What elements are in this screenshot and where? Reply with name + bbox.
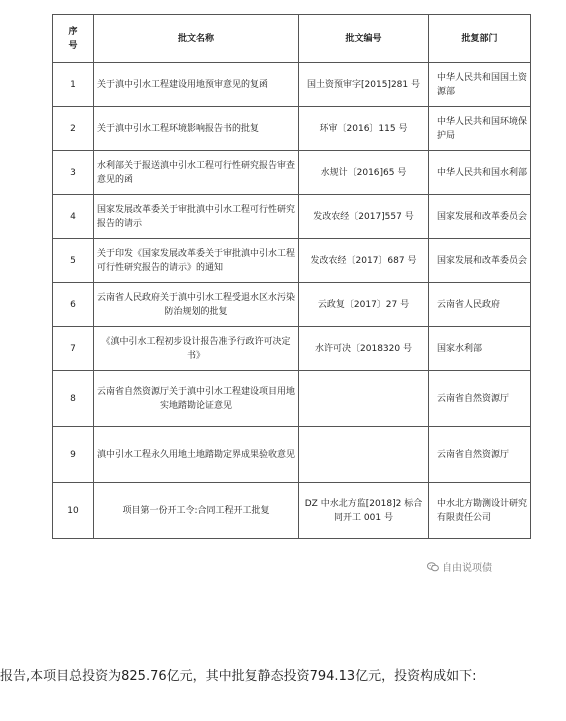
document-name: 云南省自然资源厅关于滇中引水工程建设项目用地实地踏勘论证意见 <box>94 371 299 427</box>
wechat-icon <box>427 562 439 572</box>
table-row <box>53 283 531 327</box>
document-number <box>299 371 429 427</box>
row-number: 4 <box>53 195 94 239</box>
table-row <box>53 151 531 195</box>
header-document-name: 批文名称 <box>94 15 299 63</box>
table-row <box>53 327 531 371</box>
row-number: 7 <box>53 327 94 371</box>
document-name: 滇中引水工程永久用地土地踏勘定界成果验收意见 <box>94 427 299 483</box>
table-row <box>53 239 531 283</box>
document-number <box>299 427 429 483</box>
document-name: 国家发展改革委关于审批滇中引水工程可行性研究报告的请示 <box>94 195 299 239</box>
watermark-text: 自由说项债 <box>442 563 492 574</box>
document-name: 关于印发《国家发展改革委关于审批滇中引水工程可行性研究报告的请示》的通知 <box>94 239 299 283</box>
approving-department: 国家水利部 <box>429 327 531 371</box>
investment-summary-text: 报告,本项目总投资为825.76亿元，其中批复静态投资794.13亿元，投资构成如下: <box>0 669 477 684</box>
row-number: 8 <box>53 371 94 427</box>
approving-department: 中华人民共和国环境保护局 <box>429 107 531 151</box>
table-row <box>53 107 531 151</box>
approving-department: 中华人民共和国水利部 <box>429 151 531 195</box>
document-number: 水许可决〔2018320 号 <box>299 327 429 371</box>
approving-department: 中华人民共和国国土资源部 <box>429 63 531 107</box>
table-header-row <box>53 15 531 63</box>
header-serial-line-2: 号 <box>68 40 78 51</box>
table-row <box>53 195 531 239</box>
document-number: 云政复〔2017〕27 号 <box>299 283 429 327</box>
approval-documents-table <box>52 14 531 539</box>
document-name: 关于滇中引水工程建设用地预审意见的复函 <box>94 63 299 107</box>
table-row <box>53 483 531 539</box>
approving-department: 中水北方勘测设计研究有限责任公司 <box>429 483 531 539</box>
row-number: 2 <box>53 107 94 151</box>
document-name: 《滇中引水工程初步设计报告准予行政许可决定书》 <box>94 327 299 371</box>
document-number: 环审〔2016〕115 号 <box>299 107 429 151</box>
table-row <box>53 427 531 483</box>
document-name: 云南省人民政府关于滇中引水工程受退水区水污染防治规划的批复 <box>94 283 299 327</box>
header-approving-department: 批复部门 <box>429 15 531 63</box>
approving-department: 国家发展和改革委员会 <box>429 195 531 239</box>
document-number: 发改农经〔2017〕687 号 <box>299 239 429 283</box>
table-row <box>53 63 531 107</box>
document-name: 关于滇中引水工程环境影响报告书的批复 <box>94 107 299 151</box>
approving-department: 国家发展和改革委员会 <box>429 239 531 283</box>
approving-department: 云南省自然资源厅 <box>429 371 531 427</box>
document-number: DZ 中水北方监[2018]2 标合同开工 001 号 <box>299 483 429 539</box>
document-name: 水利部关于报送滇中引水工程可行性研究报告审查意见的函 <box>94 151 299 195</box>
document-number: 国土资预审字[2015]281 号 <box>299 63 429 107</box>
header-document-number: 批文编号 <box>299 15 429 63</box>
row-number: 9 <box>53 427 94 483</box>
wechat-watermark <box>425 559 494 574</box>
document-name: 项目第一份开工令:合同工程开工批复 <box>94 483 299 539</box>
row-number: 5 <box>53 239 94 283</box>
row-number: 10 <box>53 483 94 539</box>
row-number: 6 <box>53 283 94 327</box>
document-number: 发改农经〔2017]557 号 <box>299 195 429 239</box>
table-row <box>53 371 531 427</box>
approving-department: 云南省自然资源厅 <box>429 427 531 483</box>
approving-department: 云南省人民政府 <box>429 283 531 327</box>
header-serial-line-1: 序 <box>68 26 78 37</box>
row-number: 1 <box>53 63 94 107</box>
approval-table-container <box>52 14 530 539</box>
header-serial-number <box>53 15 94 63</box>
row-number: 3 <box>53 151 94 195</box>
document-number: 水规计〔2016]65 号 <box>299 151 429 195</box>
